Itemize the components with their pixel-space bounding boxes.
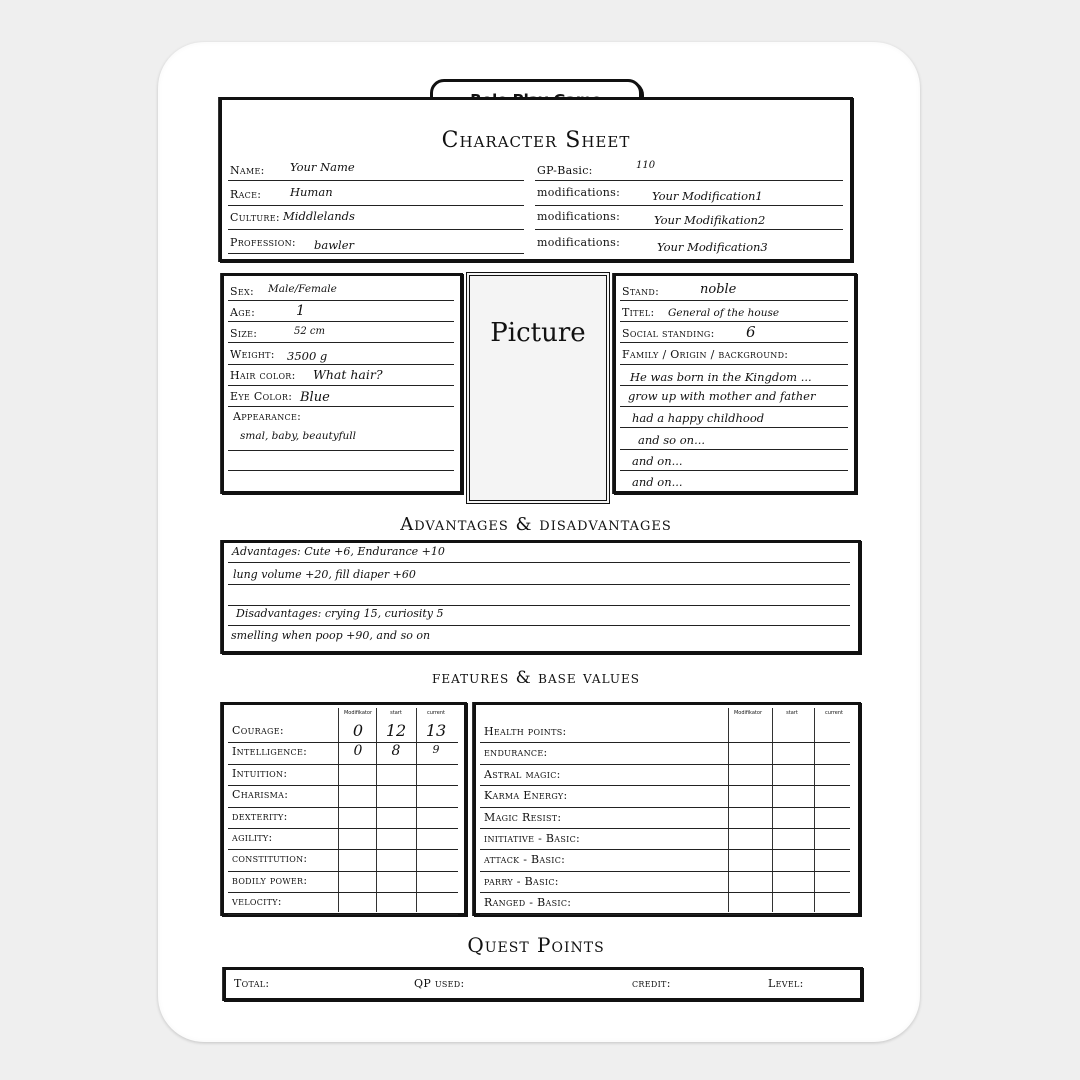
size-label: Size: <box>230 327 258 340</box>
sex-label: Sex: <box>230 285 254 298</box>
stand-label: Stand: <box>622 285 660 298</box>
features-heading: features & base values <box>432 668 640 688</box>
quest-heading: Quest Points <box>467 933 605 957</box>
right-row-label: Ranged - Basic: <box>484 896 572 910</box>
left-row-current[interactable]: 9 <box>432 743 440 757</box>
eye-color-label: Eye Color: <box>230 390 293 403</box>
titel-label: Titel: <box>622 306 655 319</box>
left-row-label: Intuition: <box>232 766 288 780</box>
weight-label: Weight: <box>230 348 275 361</box>
name-label: Name: <box>230 164 265 177</box>
name-value[interactable]: Your Name <box>290 160 355 174</box>
quest-level-label: Level: <box>768 977 804 990</box>
right-col-header-1: start <box>786 710 798 716</box>
right-row-label: Karma Energy: <box>484 789 568 803</box>
disadvantages-line-2[interactable]: smelling when poop +90, and so on <box>231 629 431 642</box>
picture-frame[interactable] <box>466 272 610 504</box>
modification2-label: modifications: <box>537 210 621 223</box>
right-row-label: endurance: <box>484 746 548 760</box>
background-line-4[interactable]: and so on... <box>638 433 706 447</box>
right-col-divider <box>772 708 773 912</box>
left-row-mod[interactable]: 0 <box>353 743 363 760</box>
left-row-current[interactable]: 13 <box>425 721 447 740</box>
left-col-header-2: current <box>426 710 446 716</box>
left-row-line <box>228 892 458 893</box>
right-row-line <box>480 764 850 765</box>
quest-used-label: QP used: <box>414 977 465 990</box>
left-row-mod[interactable]: 0 <box>352 721 364 740</box>
social-standing-value[interactable]: 6 <box>746 323 756 341</box>
background-line-1[interactable]: He was born in the Kingdom ... <box>630 370 812 384</box>
advantages-line-2[interactable]: lung volume +20, fill diaper +60 <box>233 568 416 581</box>
left-row-line <box>228 914 458 915</box>
advantages-heading: Advantages & disadvantages <box>400 514 672 535</box>
right-row-label: attack - Basic: <box>484 853 566 867</box>
right-row-line <box>480 892 850 893</box>
right-row-label: parry - Basic: <box>484 874 559 888</box>
right-col-divider <box>728 708 729 912</box>
age-value[interactable]: 1 <box>296 303 305 319</box>
race-value[interactable]: Human <box>290 185 333 199</box>
left-row-label: constitution: <box>232 852 308 866</box>
modification2-value[interactable]: Your Modifikation2 <box>654 213 766 227</box>
physical-box <box>221 273 463 494</box>
left-row-label: Charisma: <box>232 788 289 802</box>
left-row-line <box>228 785 458 786</box>
left-row-line <box>228 828 458 829</box>
right-row-line <box>480 807 850 808</box>
hair-color-value[interactable]: What hair? <box>313 367 383 382</box>
titel-value[interactable]: General of the house <box>668 307 780 319</box>
right-row-line <box>480 828 850 829</box>
right-row-line <box>480 785 850 786</box>
modification1-label: modifications: <box>537 186 621 199</box>
left-row-label: velocity: <box>232 895 282 909</box>
advantages-line-1[interactable]: Advantages: Cute +6, Endurance +10 <box>232 545 445 558</box>
social-standing-label: Social standing: <box>622 327 715 340</box>
background-line-2[interactable]: grow up with mother and father <box>628 389 816 403</box>
stand-value[interactable]: noble <box>700 282 737 297</box>
right-row-label: Magic Resist: <box>484 810 562 824</box>
right-row-line <box>480 914 850 915</box>
left-row-line <box>228 849 458 850</box>
picture-label: Picture <box>490 318 586 348</box>
left-col-divider <box>376 708 377 912</box>
left-row-label: dexterity: <box>232 809 288 823</box>
profession-value[interactable]: bawler <box>314 238 355 252</box>
modification3-label: modifications: <box>537 236 621 249</box>
profession-label: Profession: <box>230 236 296 249</box>
sex-value[interactable]: Male/Female <box>268 283 337 295</box>
quest-box <box>223 967 863 1001</box>
left-col-divider <box>416 708 417 912</box>
background-line-6[interactable]: and on... <box>632 475 683 489</box>
left-row-label: Courage: <box>232 724 284 737</box>
culture-label: Culture: <box>230 211 280 224</box>
right-row-label: Health points: <box>484 725 567 738</box>
disadvantages-line-1[interactable]: Disadvantages: crying 15, curiosity 5 <box>236 607 444 620</box>
right-col-header-2: current <box>824 710 844 716</box>
right-row-label: Astral magic: <box>484 767 561 781</box>
left-col-divider <box>338 708 339 912</box>
gp-basic-value[interactable]: 110 <box>636 160 656 171</box>
right-col-divider <box>814 708 815 912</box>
gp-basic-label: GP-Basic: <box>537 164 593 177</box>
appearance-value[interactable]: smal, baby, beautyfull <box>240 430 357 442</box>
left-row-line <box>228 764 458 765</box>
left-row-start[interactable]: 8 <box>391 743 401 760</box>
size-value[interactable]: 52 cm <box>294 326 325 337</box>
background-label: Family / Origin / background: <box>622 348 789 361</box>
right-row-line <box>480 742 850 743</box>
left-row-line <box>228 807 458 808</box>
right-row-label: initiative - Basic: <box>484 832 581 845</box>
weight-value[interactable]: 3500 g <box>287 349 328 363</box>
left-row-label: agility: <box>232 831 273 844</box>
appearance-label: Appearance: <box>233 410 302 423</box>
age-label: Age: <box>230 306 256 319</box>
left-row-start[interactable]: 12 <box>385 721 407 740</box>
hair-color-label: Hair color: <box>230 369 296 382</box>
modification1-value[interactable]: Your Modification1 <box>652 189 763 203</box>
left-col-header-0: Modifikator <box>343 710 373 716</box>
modification3-value[interactable]: Your Modification3 <box>657 240 768 254</box>
race-label: Race: <box>230 188 262 201</box>
quest-total-label: Total: <box>234 977 270 990</box>
left-row-label: Intelligence: <box>232 745 308 759</box>
quest-credit-label: credit: <box>632 977 671 990</box>
eye-color-value[interactable]: Blue <box>300 390 330 405</box>
sheet-title: Character Sheet <box>441 128 631 153</box>
right-row-line <box>480 849 850 850</box>
right-col-header-0: Modifikator <box>733 710 763 716</box>
right-row-line <box>480 871 850 872</box>
background-line-5[interactable]: and on... <box>632 454 683 468</box>
left-col-header-1: start <box>390 710 402 716</box>
background-line-3[interactable]: had a happy childhood <box>632 411 765 425</box>
culture-value[interactable]: Middlelands <box>283 209 355 223</box>
left-row-line <box>228 871 458 872</box>
left-row-label: bodily power: <box>232 873 308 887</box>
